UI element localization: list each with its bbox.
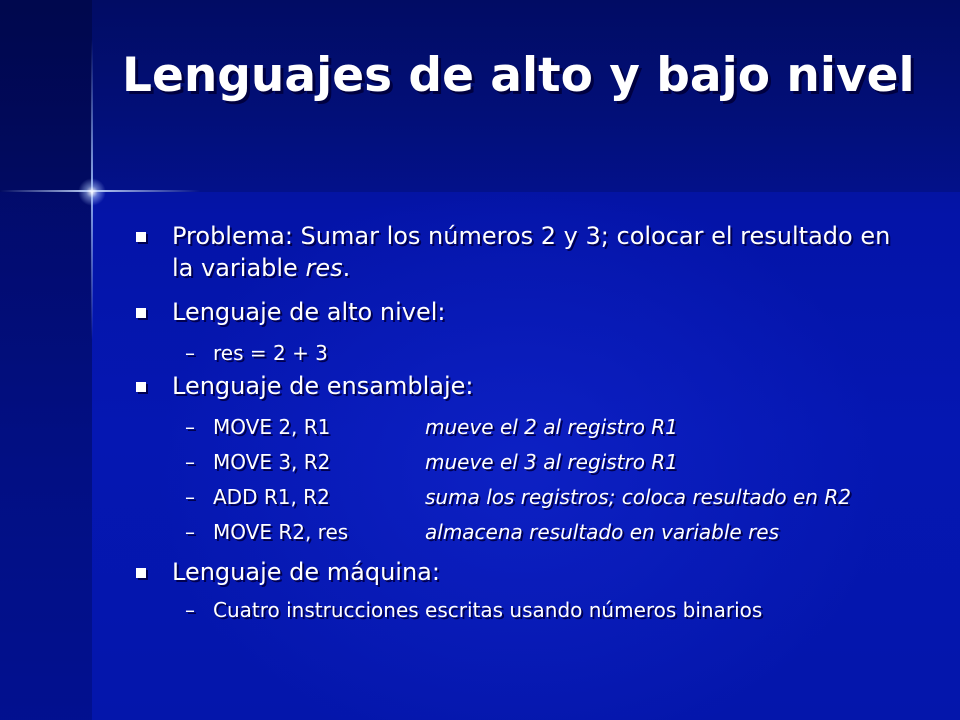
high-level-label: Lenguaje de alto nivel: xyxy=(172,298,446,326)
square-bullet-icon xyxy=(136,232,146,242)
assembly-comment: almacena resultado en variable res xyxy=(425,520,780,544)
dash-marker: – xyxy=(185,520,195,544)
dash-marker: – xyxy=(185,415,195,439)
assembly-code: MOVE 2, R1 xyxy=(213,415,331,439)
high-level-code: res = 2 + 3 xyxy=(213,341,328,365)
assembly-comment: suma los registros; coloca resultado en R2 xyxy=(425,485,851,509)
machine-label: Lenguaje de máquina: xyxy=(172,558,440,586)
problem-prefix: Problema: Sumar los números 2 y 3; colocar el resultado en la variable xyxy=(172,222,891,282)
slide-title: Lenguajes de alto y bajo nivel xyxy=(122,48,915,103)
dash-marker: – xyxy=(185,598,195,622)
problem-variable: res xyxy=(305,254,343,282)
dash-marker: – xyxy=(185,341,195,365)
dash-marker: – xyxy=(185,485,195,509)
assembly-comment: mueve el 2 al registro R1 xyxy=(425,415,678,439)
assembly-code: MOVE 3, R2 xyxy=(213,450,331,474)
square-bullet-icon xyxy=(136,568,146,578)
assembly-label: Lenguaje de ensamblaje: xyxy=(172,372,474,400)
assembly-comment: mueve el 3 al registro R1 xyxy=(425,450,678,474)
assembly-code: ADD R1, R2 xyxy=(213,485,330,509)
assembly-code: MOVE R2, res xyxy=(213,520,349,544)
problem-suffix: . xyxy=(342,254,351,282)
machine-detail-text: Cuatro instrucciones escritas usando números binarios xyxy=(213,598,763,622)
square-bullet-icon xyxy=(136,308,146,318)
dash-marker: – xyxy=(185,450,195,474)
square-bullet-icon xyxy=(136,382,146,392)
problem-text xyxy=(172,220,912,284)
